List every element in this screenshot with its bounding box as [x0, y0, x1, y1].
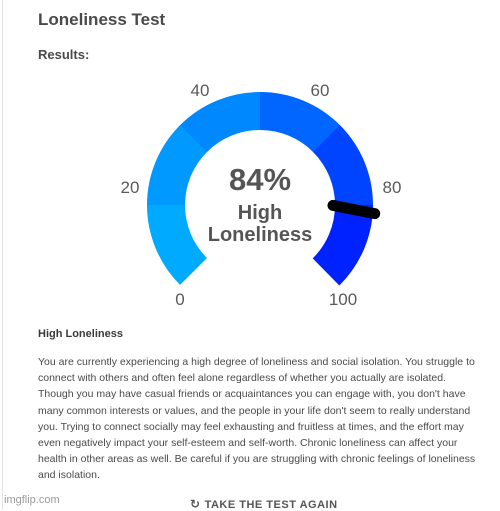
gauge-tick-80: 80 [382, 178, 402, 197]
gauge-tick-100: 100 [328, 290, 358, 309]
gauge-tick-0: 0 [175, 290, 185, 309]
gauge-level-line1: High [237, 202, 283, 224]
refresh-icon: ↻ [190, 497, 201, 511]
gauge-level-text [180, 202, 340, 246]
gauge-tick-40: 40 [190, 81, 210, 100]
gauge-value-text: 84% [228, 162, 292, 197]
result-description: You are currently experiencing a high degree of loneliness and social isolation. You struggle to connect with others and often feel alone regardless of whether you actually are isolated. Though you may have casual friends or acquaintances you can engage with, you don't have many common interests or values, and the people in your life don't seem to really understand you. Trying to connect socially may feel exhausting and fruitless at times, and the effort may even negatively impact your self-esteem and self-worth. Chronic loneliness can affect your health in other areas as well. Be careful if you are struggling with chronic feelings of loneliness and isolation. [38, 356, 476, 482]
results-label: Results: [38, 47, 90, 62]
page-title: Loneliness Test [38, 10, 166, 29]
gauge-level-line2: Loneliness [207, 224, 313, 246]
gauge-tick-60: 60 [310, 81, 330, 100]
imgflip-watermark: imgflip.com [4, 494, 60, 506]
gauge-tick-20: 20 [120, 178, 140, 197]
result-heading: High Loneliness [38, 328, 123, 340]
retake-test-button[interactable] [190, 497, 338, 511]
retake-test-label: TAKE THE TEST AGAIN [204, 499, 338, 511]
